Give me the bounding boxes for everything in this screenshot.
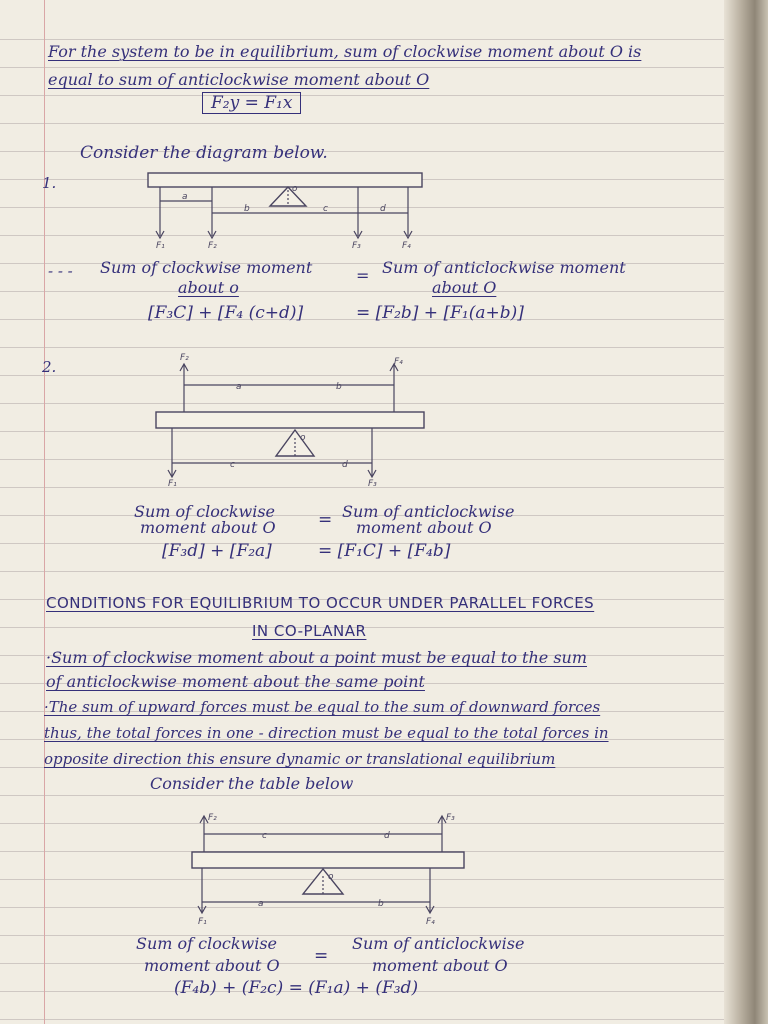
label-f3-2: F₃ [368, 479, 377, 489]
label-f1-1: F₁ [156, 241, 165, 251]
page-edge [724, 0, 768, 1024]
diagram-2 [150, 350, 435, 489]
diagram-1 [140, 168, 440, 252]
condition-line-5: opposite direction this ensure dynamic or translational equilibrium [44, 750, 556, 768]
label-f2-1: F₂ [208, 241, 217, 251]
example-3-equals: = [314, 946, 329, 966]
beam-3 [192, 852, 464, 868]
label-a-3: a [258, 899, 264, 909]
example-3-lhs-bottom: moment about O [144, 956, 280, 975]
intro-line-1: For the system to be in equilibrium, sum of clockwise moment about O is [48, 42, 642, 61]
label-o-2: o [300, 433, 306, 443]
label-o-1: o [292, 184, 298, 194]
label-f3-1: F₃ [352, 241, 361, 251]
example-2-lhs-bottom: moment about O [140, 518, 276, 537]
example-1-lhs-top: Sum of clockwise moment [100, 258, 313, 277]
example-1-equals: = [356, 266, 370, 285]
label-b-1: b [244, 204, 250, 214]
label-f1-3: F₁ [198, 917, 207, 927]
label-f2-3: F₂ [208, 813, 217, 823]
example-1-lhs-bottom: about o [178, 278, 239, 297]
condition-line-2: of anticlockwise moment about the same point [46, 672, 425, 691]
label-f2-2: F₂ [180, 353, 189, 363]
intro-line-2: equal to sum of anticlockwise moment about O [48, 70, 430, 89]
conditions-subheading: IN CO-PLANAR [252, 622, 367, 640]
label-d-3: d [384, 831, 390, 841]
beam-2 [156, 412, 424, 428]
label-f4-2: F₄ [394, 357, 403, 367]
example-3-equation: (F₄b) + (F₂c) = (F₁a) + (F₃d) [174, 978, 419, 998]
margin-line [44, 0, 45, 1024]
consider-diagram-text: Consider the diagram below. [80, 143, 328, 163]
example-1-dash: - - - [48, 262, 73, 280]
label-f1-2: F₁ [168, 479, 177, 489]
example-3-rhs-bottom: moment about O [372, 956, 508, 975]
label-d-2: d [342, 460, 348, 470]
example-1-equation-left: [F₃C] + [F₄ (c+d)] [148, 303, 304, 323]
label-b-2: b [336, 382, 342, 392]
label-d-1: d [380, 204, 386, 214]
label-b-3: b [378, 899, 384, 909]
diagram-3 [188, 806, 468, 926]
example-2-equation-right: = [F₁C] + [F₄b] [318, 541, 451, 561]
example-1-equation-right: = [F₂b] + [F₁(a+b)] [356, 303, 524, 323]
label-f3-3: F₃ [446, 813, 455, 823]
label-f4-3: F₄ [426, 917, 435, 927]
example-3-lhs-top: Sum of clockwise [136, 934, 278, 953]
example-2-rhs-top: Sum of anticlockwise [342, 502, 515, 521]
label-c-2: c [230, 460, 235, 470]
label-f4-1: F₄ [402, 241, 411, 251]
condition-line-3: ·The sum of upward forces must be equal to the sum of downward forces [44, 698, 601, 716]
example-1-rhs-top: Sum of anticlockwise moment [382, 258, 626, 277]
example-1-rhs-bottom: about O [432, 278, 497, 297]
example-2-rhs-bottom: moment about O [356, 518, 492, 537]
label-o-3: o [328, 872, 334, 882]
condition-line-1: ·Sum of clockwise moment about a point must be equal to the sum [46, 648, 588, 667]
label-c-1: c [323, 204, 328, 214]
example-1-number: 1. [42, 174, 57, 192]
label-a-2: a [236, 382, 242, 392]
conditions-heading: CONDITIONS FOR EQUILIBRIUM TO OCCUR UNDER PARALLEL FORCES [46, 594, 595, 612]
example-2-equals: = [318, 510, 333, 530]
example-3-rhs-top: Sum of anticlockwise [352, 934, 525, 953]
formula-box: F₂y = F₁x [202, 92, 301, 114]
example-2-lhs-top: Sum of clockwise [134, 502, 276, 521]
label-a-1: a [182, 192, 188, 202]
beam-1 [148, 173, 422, 187]
example-2-number: 2. [42, 358, 57, 376]
example-2-equation-left: [F₃d] + [F₂a] [162, 541, 272, 561]
condition-line-4: thus, the total forces in one - direction must be equal to the total forces in [44, 724, 609, 742]
label-c-3: c [262, 831, 267, 841]
consider-table-text: Consider the table below [150, 774, 354, 793]
